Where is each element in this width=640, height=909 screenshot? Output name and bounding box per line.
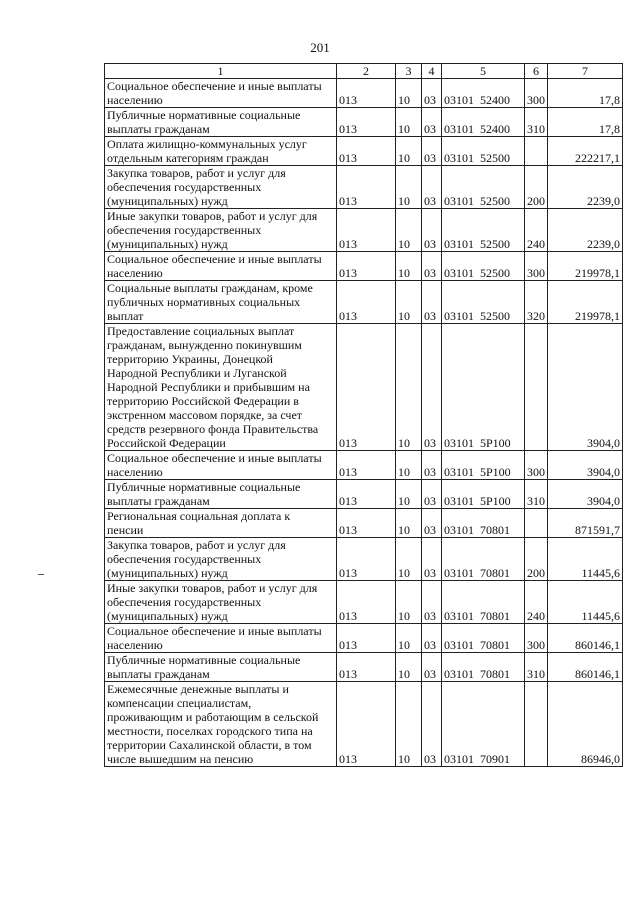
expense-name-line: Предоставление социальных выплат xyxy=(107,324,295,338)
subsection-code-cell: 03 xyxy=(422,324,442,451)
header-col-3: 3 xyxy=(396,64,422,79)
table-row xyxy=(105,509,623,538)
expense-name-line: отдельным категориям граждан xyxy=(107,151,269,165)
target-article-code-part: 70801 xyxy=(480,523,510,537)
expense-name-line: компенсации специалистам, xyxy=(107,696,252,710)
subsection-code-cell: 03 xyxy=(422,108,442,137)
target-article-code-cell xyxy=(442,509,525,538)
table-row xyxy=(105,451,623,480)
target-article-code-part: 52500 xyxy=(480,194,510,208)
expense-name-cell xyxy=(105,108,337,137)
target-article-code-part: 03101 xyxy=(444,436,474,450)
expense-name-line: Оплата жилищно-коммунальных услуг xyxy=(107,137,307,151)
target-article-code-part: 03101 xyxy=(444,309,474,323)
section-code-cell: 10 xyxy=(396,281,422,324)
expense-name-cell xyxy=(105,682,337,767)
target-article-code-part: 03101 xyxy=(444,266,474,280)
target-article-code-part: 03101 xyxy=(444,151,474,165)
table-row xyxy=(105,252,623,281)
grbs-code-cell: 013 xyxy=(337,682,396,767)
expense-name-line: Закупка товаров, работ и услуг для xyxy=(107,166,286,180)
section-code-cell: 10 xyxy=(396,108,422,137)
target-article-code-part: 52500 xyxy=(480,237,510,251)
target-article-code-part: 5Р100 xyxy=(480,494,511,508)
section-code-cell: 10 xyxy=(396,682,422,767)
expense-name-line: Социальное обеспечение и иные выплаты xyxy=(107,79,322,93)
target-article-code-part: 03101 xyxy=(444,638,474,652)
scan-speck-mark xyxy=(38,574,44,575)
expense-type-code-cell: 310 xyxy=(525,480,548,509)
amount-cell: 11445,6 xyxy=(548,581,623,624)
expense-name-line: территорию Украины, Донецкой xyxy=(107,352,273,366)
expense-name-line: обеспечения государственных xyxy=(107,595,262,609)
table-row xyxy=(105,581,623,624)
expense-name-cell xyxy=(105,480,337,509)
amount-cell: 3904,0 xyxy=(548,480,623,509)
target-article-code-cell xyxy=(442,324,525,451)
expense-type-code-cell xyxy=(525,509,548,538)
expense-name-cell xyxy=(105,252,337,281)
expense-name-line: населению xyxy=(107,638,163,652)
expense-name-line: Публичные нормативные социальные xyxy=(107,653,301,667)
target-article-code-part: 03101 xyxy=(444,609,474,623)
table-row xyxy=(105,166,623,209)
expense-name-line: Ежемесячные денежные выплаты и xyxy=(107,682,289,696)
grbs-code-cell: 013 xyxy=(337,209,396,252)
section-code-cell: 10 xyxy=(396,581,422,624)
expense-type-code-cell xyxy=(525,137,548,166)
target-article-code-cell xyxy=(442,252,525,281)
amount-cell: 222217,1 xyxy=(548,137,623,166)
expense-name-line: Социальные выплаты гражданам, кроме xyxy=(107,281,313,295)
page-number: 201 xyxy=(310,40,330,55)
expense-name-line: Социальное обеспечение и иные выплаты xyxy=(107,252,322,266)
expense-type-code-cell: 300 xyxy=(525,451,548,480)
target-article-code-part: 70801 xyxy=(480,638,510,652)
amount-cell: 11445,6 xyxy=(548,538,623,581)
expense-type-code-cell xyxy=(525,682,548,767)
amount-cell: 860146,1 xyxy=(548,624,623,653)
expense-name-line: территорию Российской Федерации в xyxy=(107,394,299,408)
expense-name-line: (муниципальных) нужд xyxy=(107,194,228,208)
target-article-code-part: 03101 xyxy=(444,237,474,251)
grbs-code-cell: 013 xyxy=(337,451,396,480)
expense-name-line: территории Сахалинской области, в том xyxy=(107,738,312,752)
expense-name-line: обеспечения государственных xyxy=(107,180,262,194)
target-article-code-cell xyxy=(442,538,525,581)
grbs-code-cell: 013 xyxy=(337,509,396,538)
expense-name-cell xyxy=(105,166,337,209)
section-code-cell: 10 xyxy=(396,137,422,166)
expense-name-line: (муниципальных) нужд xyxy=(107,566,228,580)
expense-name-line: проживающим и работающим в сельской xyxy=(107,710,319,724)
target-article-code-part: 5Р100 xyxy=(480,436,511,450)
expense-name-line: выплаты гражданам xyxy=(107,122,210,136)
table-row xyxy=(105,653,623,682)
expense-name-cell xyxy=(105,624,337,653)
header-col-5: 5 xyxy=(442,64,525,79)
expense-name-line: Народной Республики и прибывшим на xyxy=(107,380,310,394)
expense-name-cell xyxy=(105,324,337,451)
target-article-code-part: 52500 xyxy=(480,266,510,280)
expense-type-code-cell: 240 xyxy=(525,581,548,624)
amount-cell: 219978,1 xyxy=(548,281,623,324)
amount-cell: 3904,0 xyxy=(548,451,623,480)
header-col-7: 7 xyxy=(548,64,623,79)
expense-type-code-cell: 240 xyxy=(525,209,548,252)
expense-type-code-cell: 200 xyxy=(525,538,548,581)
expense-name-line: населению xyxy=(107,93,163,107)
target-article-code-part: 70901 xyxy=(480,752,510,766)
target-article-code-cell xyxy=(442,281,525,324)
expense-name-line: Иные закупки товаров, работ и услуг для xyxy=(107,581,318,595)
amount-cell: 871591,7 xyxy=(548,509,623,538)
target-article-code-part: 03101 xyxy=(444,494,474,508)
target-article-code-cell xyxy=(442,653,525,682)
subsection-code-cell: 03 xyxy=(422,166,442,209)
subsection-code-cell: 03 xyxy=(422,624,442,653)
target-article-code-part: 03101 xyxy=(444,194,474,208)
expense-name-line: пенсии xyxy=(107,523,144,537)
header-col-2: 2 xyxy=(337,64,396,79)
grbs-code-cell: 013 xyxy=(337,653,396,682)
table-row xyxy=(105,209,623,252)
expense-name-line: выплат xyxy=(107,309,144,323)
amount-cell: 860146,1 xyxy=(548,653,623,682)
expense-name-line: населению xyxy=(107,465,163,479)
expense-name-line: Закупка товаров, работ и услуг для xyxy=(107,538,286,552)
expense-name-line: выплаты гражданам xyxy=(107,494,210,508)
expense-type-code-cell: 310 xyxy=(525,653,548,682)
expense-name-cell xyxy=(105,653,337,682)
section-code-cell: 10 xyxy=(396,538,422,581)
amount-cell: 219978,1 xyxy=(548,252,623,281)
expense-type-code-cell: 200 xyxy=(525,166,548,209)
expense-name-line: Иные закупки товаров, работ и услуг для xyxy=(107,209,318,223)
target-article-code-part: 52500 xyxy=(480,151,510,165)
subsection-code-cell: 03 xyxy=(422,581,442,624)
table-body xyxy=(105,79,623,767)
table-row xyxy=(105,137,623,166)
target-article-code-part: 03101 xyxy=(444,566,474,580)
grbs-code-cell: 013 xyxy=(337,538,396,581)
target-article-code-cell xyxy=(442,480,525,509)
expense-type-code-cell: 310 xyxy=(525,108,548,137)
expense-name-cell xyxy=(105,581,337,624)
target-article-code-part: 5Р100 xyxy=(480,465,511,479)
subsection-code-cell: 03 xyxy=(422,653,442,682)
section-code-cell: 10 xyxy=(396,480,422,509)
expense-name-cell xyxy=(105,451,337,480)
expense-name-line: экстренном массовом порядке, за счет xyxy=(107,408,303,422)
budget-table xyxy=(104,63,623,767)
expense-type-code-cell xyxy=(525,324,548,451)
section-code-cell: 10 xyxy=(396,509,422,538)
subsection-code-cell: 03 xyxy=(422,509,442,538)
amount-cell: 2239,0 xyxy=(548,166,623,209)
table-row xyxy=(105,108,623,137)
expense-name-cell xyxy=(105,509,337,538)
table-row xyxy=(105,79,623,108)
expense-name-line: Народной Республики и Луганской xyxy=(107,366,287,380)
target-article-code-part: 03101 xyxy=(444,752,474,766)
subsection-code-cell: 03 xyxy=(422,480,442,509)
target-article-code-part: 03101 xyxy=(444,667,474,681)
header-col-4: 4 xyxy=(422,64,442,79)
expense-name-line: Публичные нормативные социальные xyxy=(107,108,301,122)
grbs-code-cell: 013 xyxy=(337,137,396,166)
target-article-code-cell xyxy=(442,79,525,108)
expense-name-line: обеспечения государственных xyxy=(107,223,262,237)
expense-name-line: (муниципальных) нужд xyxy=(107,237,228,251)
expense-name-line: Социальное обеспечение и иные выплаты xyxy=(107,451,322,465)
table-row xyxy=(105,624,623,653)
expense-name-line: населению xyxy=(107,266,163,280)
expense-name-line: гражданам, вынужденно покинувшим xyxy=(107,338,302,352)
table-row xyxy=(105,324,623,451)
section-code-cell: 10 xyxy=(396,79,422,108)
expense-name-line: публичных нормативных социальных xyxy=(107,295,301,309)
table-row xyxy=(105,480,623,509)
expense-name-line: Социальное обеспечение и иные выплаты xyxy=(107,624,322,638)
grbs-code-cell: 013 xyxy=(337,581,396,624)
expense-type-code-cell: 300 xyxy=(525,624,548,653)
expense-name-line: числе вышедшим на пенсию xyxy=(107,752,254,766)
expense-name-line: Региональная социальная доплата к xyxy=(107,509,291,523)
section-code-cell: 10 xyxy=(396,324,422,451)
subsection-code-cell: 03 xyxy=(422,281,442,324)
amount-cell: 17,8 xyxy=(548,79,623,108)
expense-name-line: Российской Федерации xyxy=(107,436,226,450)
target-article-code-cell xyxy=(442,624,525,653)
grbs-code-cell: 013 xyxy=(337,324,396,451)
target-article-code-part: 52500 xyxy=(480,309,510,323)
target-article-code-cell xyxy=(442,451,525,480)
target-article-code-cell xyxy=(442,209,525,252)
subsection-code-cell: 03 xyxy=(422,538,442,581)
table-row xyxy=(105,538,623,581)
expense-type-code-cell: 300 xyxy=(525,252,548,281)
grbs-code-cell: 013 xyxy=(337,281,396,324)
target-article-code-cell xyxy=(442,166,525,209)
expense-name-cell xyxy=(105,79,337,108)
expense-name-cell xyxy=(105,137,337,166)
subsection-code-cell: 03 xyxy=(422,209,442,252)
expense-name-cell xyxy=(105,281,337,324)
table-row xyxy=(105,682,623,767)
expense-name-line: выплаты гражданам xyxy=(107,667,210,681)
target-article-code-cell xyxy=(442,682,525,767)
subsection-code-cell: 03 xyxy=(422,682,442,767)
section-code-cell: 10 xyxy=(396,451,422,480)
target-article-code-part: 70801 xyxy=(480,609,510,623)
expense-type-code-cell: 320 xyxy=(525,281,548,324)
section-code-cell: 10 xyxy=(396,653,422,682)
target-article-code-part: 03101 xyxy=(444,93,474,107)
target-article-code-part: 03101 xyxy=(444,122,474,136)
target-article-code-part: 52400 xyxy=(480,93,510,107)
section-code-cell: 10 xyxy=(396,624,422,653)
table-row xyxy=(105,281,623,324)
target-article-code-part: 52400 xyxy=(480,122,510,136)
section-code-cell: 10 xyxy=(396,166,422,209)
grbs-code-cell: 013 xyxy=(337,79,396,108)
header-col-1: 1 xyxy=(105,64,337,79)
grbs-code-cell: 013 xyxy=(337,108,396,137)
section-code-cell: 10 xyxy=(396,209,422,252)
amount-cell: 86946,0 xyxy=(548,682,623,767)
subsection-code-cell: 03 xyxy=(422,252,442,281)
expense-name-cell xyxy=(105,209,337,252)
target-article-code-cell xyxy=(442,108,525,137)
expense-type-code-cell: 300 xyxy=(525,79,548,108)
subsection-code-cell: 03 xyxy=(422,137,442,166)
section-code-cell: 10 xyxy=(396,252,422,281)
target-article-code-cell xyxy=(442,137,525,166)
header-col-6: 6 xyxy=(525,64,548,79)
grbs-code-cell: 013 xyxy=(337,252,396,281)
expense-name-line: обеспечения государственных xyxy=(107,552,262,566)
target-article-code-cell xyxy=(442,581,525,624)
target-article-code-part: 70801 xyxy=(480,667,510,681)
expense-name-line: (муниципальных) нужд xyxy=(107,609,228,623)
amount-cell: 3904,0 xyxy=(548,324,623,451)
header-row xyxy=(105,64,623,79)
target-article-code-part: 70801 xyxy=(480,566,510,580)
target-article-code-part: 03101 xyxy=(444,523,474,537)
amount-cell: 17,8 xyxy=(548,108,623,137)
target-article-code-part: 03101 xyxy=(444,465,474,479)
amount-cell: 2239,0 xyxy=(548,209,623,252)
expense-name-line: Публичные нормативные социальные xyxy=(107,480,301,494)
grbs-code-cell: 013 xyxy=(337,480,396,509)
grbs-code-cell: 013 xyxy=(337,624,396,653)
expense-name-line: местности, поселках городского типа на xyxy=(107,724,313,738)
subsection-code-cell: 03 xyxy=(422,79,442,108)
subsection-code-cell: 03 xyxy=(422,451,442,480)
grbs-code-cell: 013 xyxy=(337,166,396,209)
expense-name-line: средств резервного фонда Правительства xyxy=(107,422,319,436)
expense-name-cell xyxy=(105,538,337,581)
